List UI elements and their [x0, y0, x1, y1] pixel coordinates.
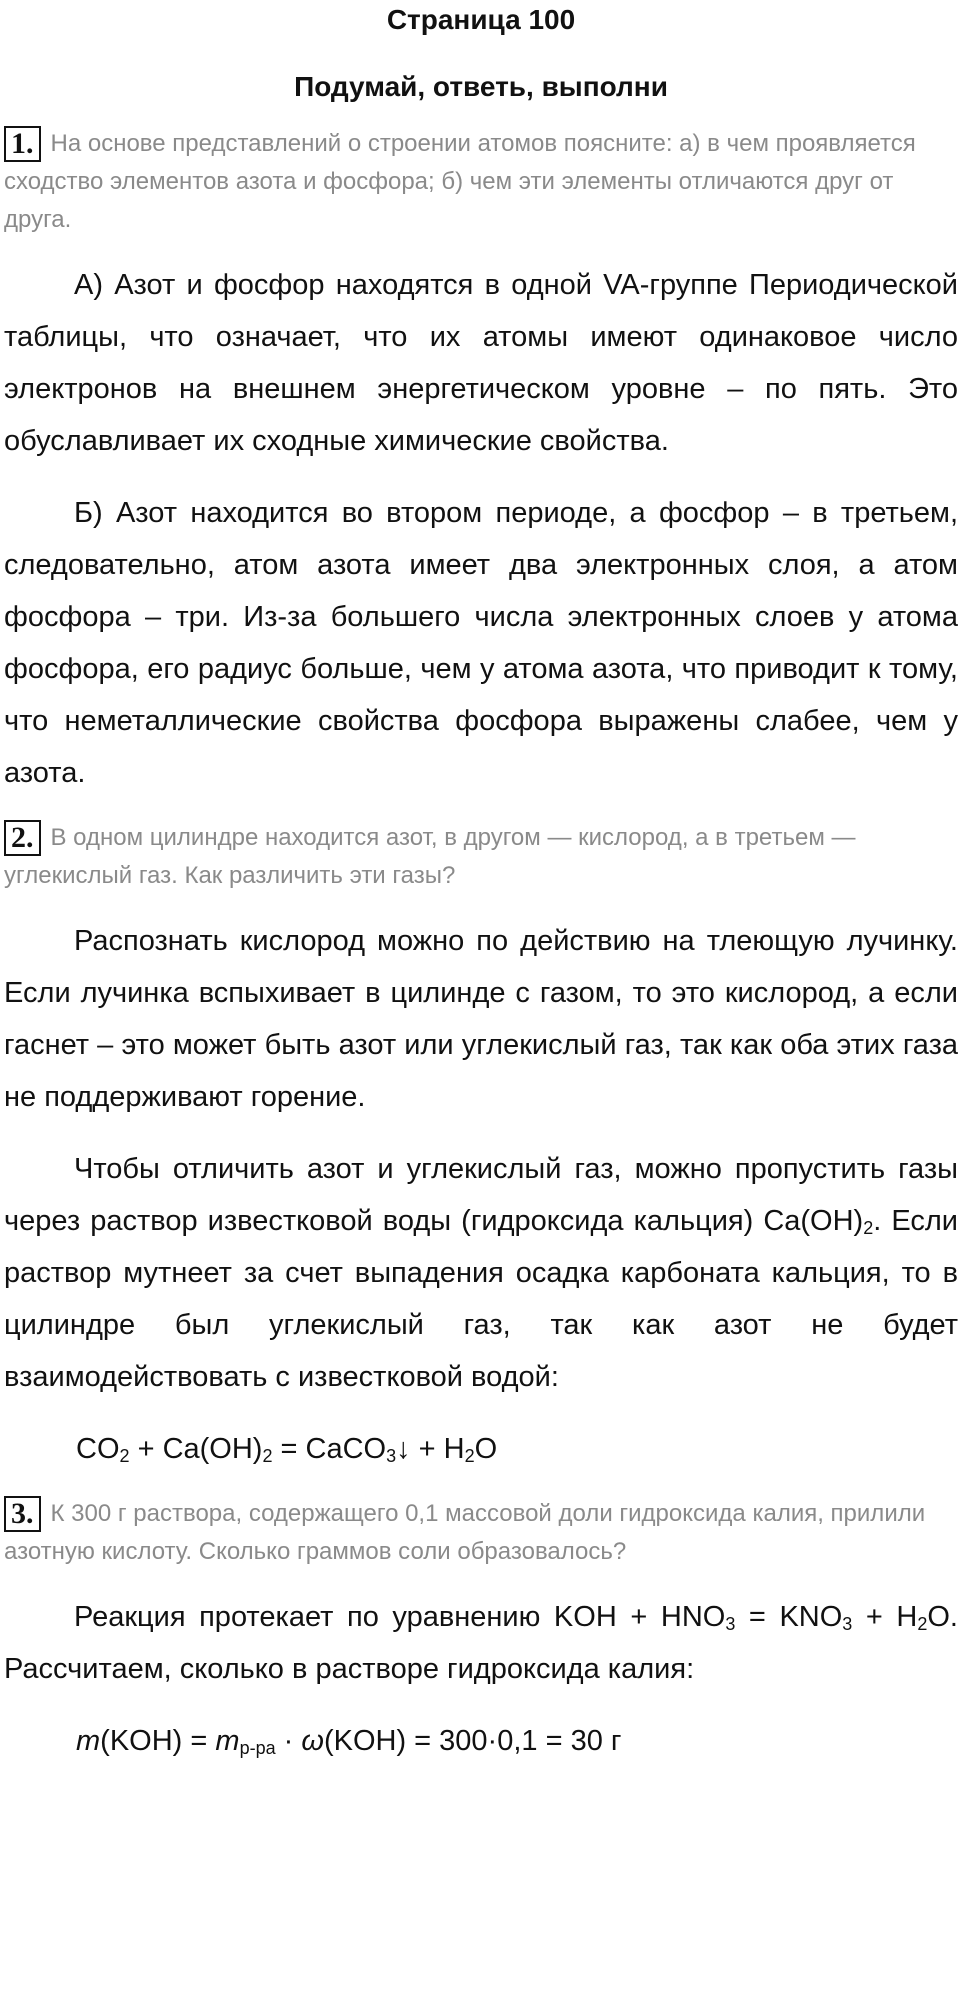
answer-paragraph: Распознать кислород можно по действию на тлеющую лучинку. Если лучинка вспыхивает в цилинде с газом, то это кислород, а если гаснет – это может быть азот или углекислый газ, так как оба этих газа не поддерживают горение. [4, 925, 958, 1113]
question-text: На основе представлений о строении атомов поясните: а) в чем проявляется сходство элементов азота и фосфора; б) чем эти элементы отличаются друг от друга. [4, 130, 916, 233]
answer-paragraph: Реакция протекает по уравнению KOH + $HNO_3 = KNO_3 + H_2O$. Рассчитаем, сколько в растворе гидроксида калия: [4, 1601, 958, 1685]
answer-text: Чтобы отличить азот и углекислый газ, можно пропустить газы через раствор известковой воды (гидроксида кальция) Ca(OH) [4, 1153, 958, 1237]
calculation-formula: $m(KOH) = m_{р-ра} \cdot \omega(KOH) = 300\cdot 0,1 = 30$ г [76, 1725, 622, 1758]
section-title: Подумай, ответь, выполни [294, 71, 668, 102]
answer-paragraph: А) Азот и фосфор находятся в одной VA-группе Периодической таблицы, что означает, что их атомы имеют одинаковое число электронов на внешнем энергетическом уровне – по пять. Это обуславливает их сходные химические свойства. [4, 269, 958, 457]
task-question-3 [4, 1495, 958, 1571]
answer-paragraph [4, 1143, 958, 1403]
page-title: Страница 100 [386, 4, 576, 35]
question-text: В одном цилиндре находится азот, в другом — кислород, а в третьем — углекислый газ. Как различить эти газы? [4, 824, 856, 889]
task-number-badge: 1. [4, 126, 41, 162]
chemical-equation: $CO_2 + Ca(OH)_2$ = CaCO$_3$↓ + $H_2O$ [76, 1433, 498, 1466]
answer-paragraph: Б) Азот находится во втором периоде, а фосфор – в третьем, следовательно, атом азота имеет два электронных слоя, а атом фосфора – три. Из-за большего числа электронных слоев у атома фосфора, его радиус больше, чем у атома азота, что приводит к тому, что неметаллические свойства фосфора выражены слабее, чем у азота. [4, 497, 958, 789]
task-number-badge: 3. [4, 1496, 41, 1532]
task-number-badge: 2. [4, 820, 41, 856]
task-question-1 [4, 125, 958, 239]
answer-text: . Если раствор мутнеет за счет выпадения осадка карбоната кальция, то в цилиндре был углекислый газ, так как азот не будет взаимодействовать с известковой водой: [4, 1205, 958, 1393]
subscript: 2 [863, 1218, 874, 1238]
question-text: К 300 г раствора, содержащего 0,1 массовой доли гидроксида калия, прилили азотную кислоту. Сколько граммов соли образовалось? [4, 1500, 926, 1565]
task-question-2 [4, 819, 958, 895]
